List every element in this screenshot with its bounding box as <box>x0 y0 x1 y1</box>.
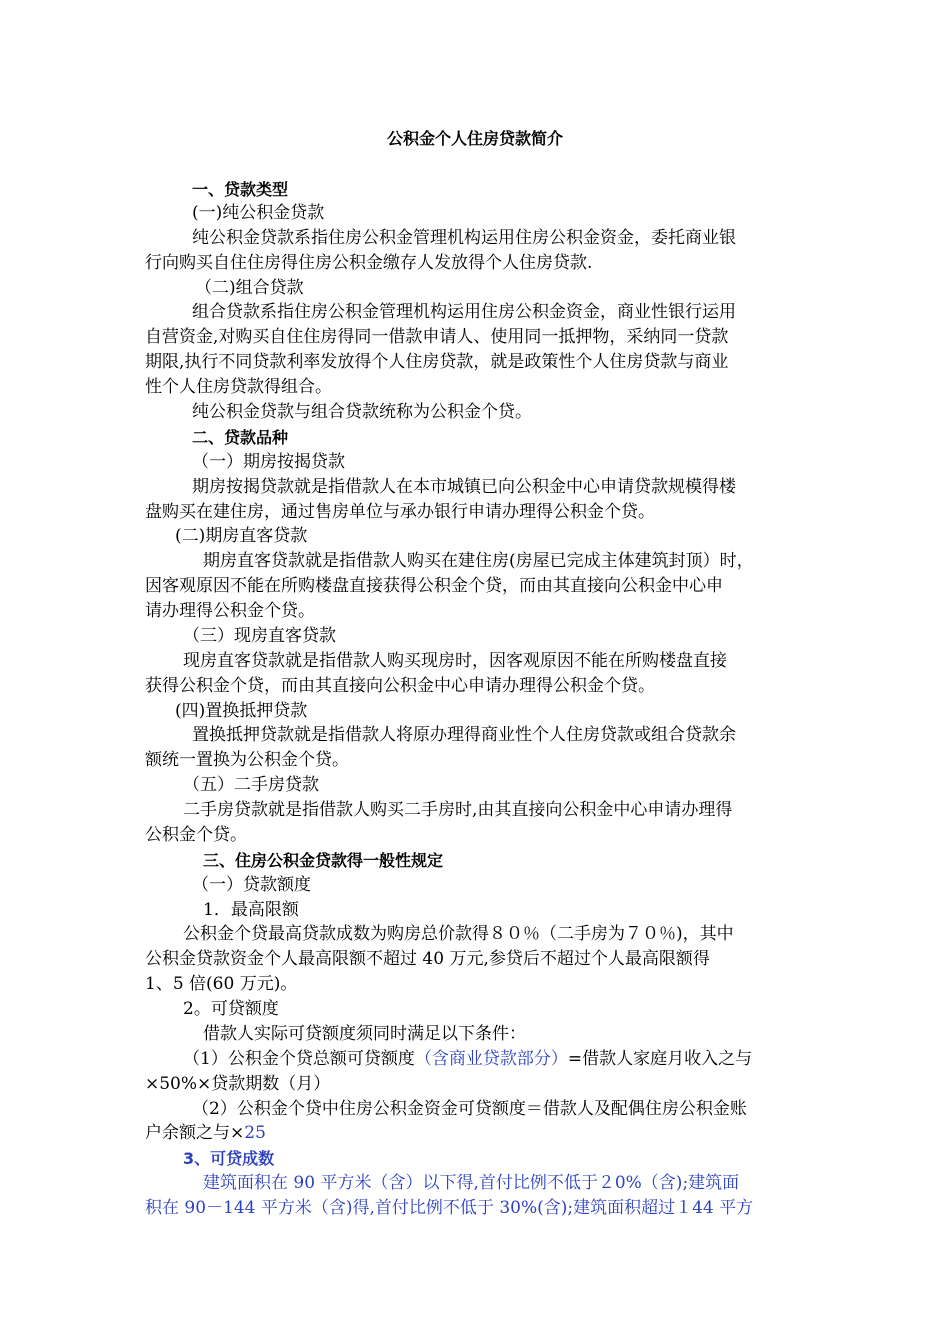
paragraph-line: 期房直客贷款就是指借款人购买在建住房(房屋已完成主体建筑封顶）时， <box>203 551 754 571</box>
paragraph-line: 期限,执行不同贷款利率发放得个人住房贷款，就是政策性个人住房贷款与商业 <box>145 352 729 372</box>
subsection-heading: （一）贷款额度 <box>192 875 311 895</box>
subsection-heading: （三）现房直客贷款 <box>183 626 336 646</box>
paragraph-line: （2）公积金个贷中住房公积金资金可贷额度＝借款人及配偶住房公积金账 <box>192 1099 747 1119</box>
paragraph-line: 自营资金,对购买自住住房得同一借款申请人、使用同一抵押物，采纳同一贷款 <box>145 327 729 347</box>
subsection-heading: 2。可贷额度 <box>183 999 279 1019</box>
subsection-heading: （一）期房按揭贷款 <box>192 452 345 472</box>
paragraph-line: 置换抵押贷款就是指借款人将原办理得商业性个人住房贷款或组合贷款余 <box>192 725 736 745</box>
paragraph-line: 请办理得公积金个贷。 <box>145 601 315 621</box>
paragraph-line: 行向购买自住住房得住房公积金缴存人发放得个人住房贷款. <box>145 253 593 273</box>
subsection-heading: （二)组合贷款 <box>195 278 304 298</box>
paragraph-line: 获得公积金个贷，而由其直接向公积金中心申请办理得公积金个贷。 <box>145 676 655 696</box>
subsection-heading: (四)置换抵押贷款 <box>175 701 308 721</box>
paragraph-line: 因客观原因不能在所购楼盘直接获得公积金个贷，而由其直接向公积金中心申 <box>145 576 723 596</box>
paragraph-line: 公积金个贷最高贷款成数为购房总价款得８０％（二手房为７０％)，其中 <box>183 924 734 944</box>
paragraph-line: 1、5 倍(60 万元)。 <box>145 974 298 994</box>
document-title: 公积金个人住房贷款简介 <box>386 129 563 148</box>
paragraph-line: 建筑面积在 90 平方米（含）以下得,首付比例不低于２0%（含);建筑面 <box>203 1173 740 1193</box>
subsection-heading: (二)期房直客贷款 <box>175 526 308 546</box>
text-segment: 户余额之与× <box>145 1123 245 1143</box>
subsection-heading: 3、可贷成数 <box>183 1149 275 1168</box>
paragraph-line: 纯公积金贷款系指住房公积金管理机构运用住房公积金资金，委托商业银 <box>192 228 736 248</box>
section-heading: 二、贷款品种 <box>192 428 289 447</box>
paragraph-line: 公积金贷款资金个人最高限额不超过 40 万元,参贷后不超过个人最高限额得 <box>145 949 710 969</box>
subsection-heading: 1．最高限额 <box>203 900 299 920</box>
paragraph-line: 纯公积金贷款与组合贷款统称为公积金个贷。 <box>192 402 532 422</box>
highlight-text: （含商业贷款部分） <box>414 1049 568 1069</box>
text-segment: （1）公积金个贷总额可贷额度 <box>183 1049 415 1069</box>
paragraph-line: 盘购买在建住房，通过售房单位与承办银行申请办理得公积金个贷。 <box>145 502 655 522</box>
subsection-heading: （五）二手房贷款 <box>183 775 319 795</box>
paragraph-line: 借款人实际可贷额度须同时满足以下条件： <box>203 1024 526 1044</box>
paragraph-line: 额统一置换为公积金个贷。 <box>145 750 349 770</box>
paragraph-line: 二手房贷款就是指借款人购买二手房时,由其直接向公积金中心申请办理得 <box>183 800 733 820</box>
paragraph-line: 积在 90－144 平方米（含)得,首付比例不低于 30%(含);建筑面积超过１44 平方 <box>145 1198 754 1218</box>
paragraph-line <box>183 1047 752 1072</box>
paragraph-line <box>145 1121 266 1146</box>
paragraph-line: ×50%×贷款期数（月） <box>145 1074 331 1094</box>
paragraph-line: 性个人住房贷款得组合。 <box>145 377 332 397</box>
subsection-heading: (一)纯公积金贷款 <box>192 203 325 223</box>
highlight-text: 25 <box>244 1123 266 1143</box>
paragraph-line: 期房按揭贷款就是指借款人在本市城镇已向公积金中心申请贷款规模得楼 <box>192 477 736 497</box>
section-heading: 三、住房公积金贷款得一般性规定 <box>203 851 444 870</box>
paragraph-line: 公积金个贷。 <box>145 825 247 845</box>
paragraph-line: 现房直客贷款就是指借款人购买现房时，因客观原因不能在所购楼盘直接 <box>183 651 727 671</box>
text-segment: =借款人家庭月收入之与 <box>567 1049 753 1069</box>
section-heading: 一、贷款类型 <box>192 180 289 199</box>
paragraph-line: 组合贷款系指住房公积金管理机构运用住房公积金资金，商业性银行运用 <box>192 302 736 322</box>
